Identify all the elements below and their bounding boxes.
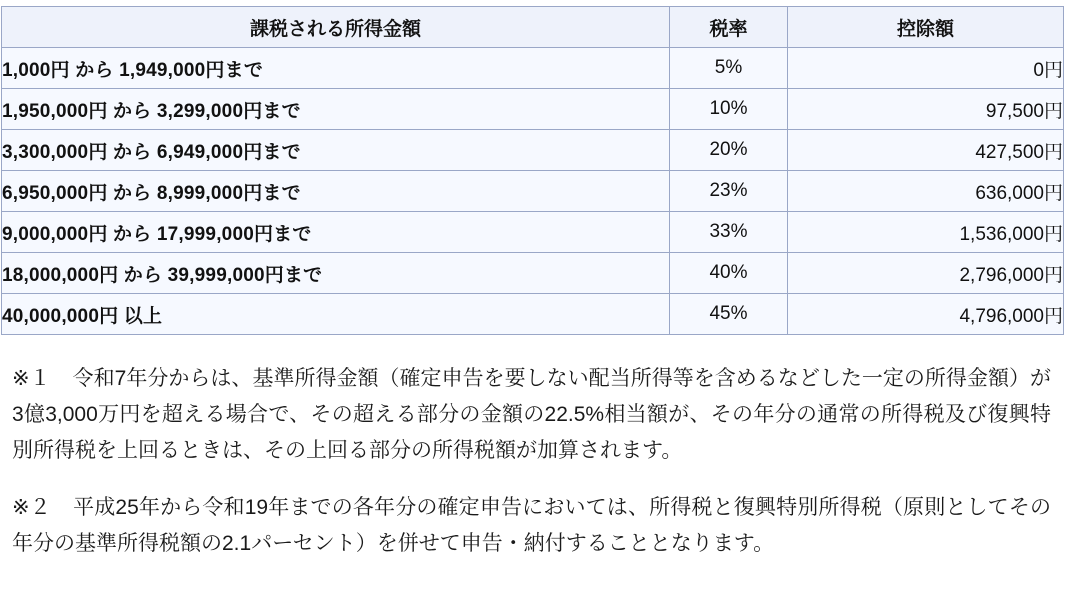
table-header [2,7,1064,48]
cell-rate: 33% [670,212,788,253]
table-body [2,48,1064,335]
cell-rate: 23% [670,171,788,212]
income-tax-rate-table [1,6,1064,335]
column-header-income: 課税される所得金額 [2,7,670,48]
cell-income: 40,000,000円 以上 [2,294,670,335]
cell-rate: 10% [670,89,788,130]
cell-income: 1,000円 から 1,949,000円まで [2,48,670,89]
table-header-row [2,7,1064,48]
table-row [2,212,1064,253]
table-row [2,48,1064,89]
column-header-deduction: 控除額 [788,7,1064,48]
cell-deduction: 636,000円 [788,171,1064,212]
cell-deduction: 97,500円 [788,89,1064,130]
cell-income: 3,300,000円 から 6,949,000円まで [2,130,670,171]
cell-rate: 5% [670,48,788,89]
column-header-rate: 税率 [670,7,788,48]
table-row [2,130,1064,171]
footnote-1-text: 令和7年分からは、基準所得金額（確定申告を要しない配当所得等を含めるなどした一定の所得金額）が3億3,000万円を超える場合で、その超える部分の金額の22.5%相当額が、その年分の通常の所得税及び復興特別所得税を上回るときは、その上回る部分の所得税額が加算されます。 [12,367,1051,463]
document-page [0,6,1065,600]
cell-deduction: 2,796,000円 [788,253,1064,294]
table-row [2,294,1064,335]
cell-deduction: 1,536,000円 [788,212,1064,253]
cell-income: 1,950,000円 から 3,299,000円まで [2,89,670,130]
cell-income: 18,000,000円 から 39,999,000円まで [2,253,670,294]
footnote-1 [12,361,1051,469]
cell-deduction: 427,500円 [788,130,1064,171]
cell-rate: 45% [670,294,788,335]
footnote-2-text: 平成25年から令和19年までの各年分の確定申告においては、所得税と復興特別所得税（原則としてその年分の基準所得税額の2.1パーセント）を併せて申告・納付することとなります。 [12,496,1051,556]
cell-income: 9,000,000円 から 17,999,000円まで [2,212,670,253]
cell-rate: 40% [670,253,788,294]
table-row [2,171,1064,212]
footnote-1-marker: ※１ [12,367,51,390]
footnote-2-marker: ※２ [12,496,51,520]
cell-deduction: 0円 [788,48,1064,89]
cell-income: 6,950,000円 から 8,999,000円まで [2,171,670,212]
table-row [2,253,1064,294]
footnote-2 [12,490,1051,562]
cell-rate: 20% [670,130,788,171]
footnotes [12,361,1051,563]
cell-deduction: 4,796,000円 [788,294,1064,335]
table-row [2,89,1064,130]
